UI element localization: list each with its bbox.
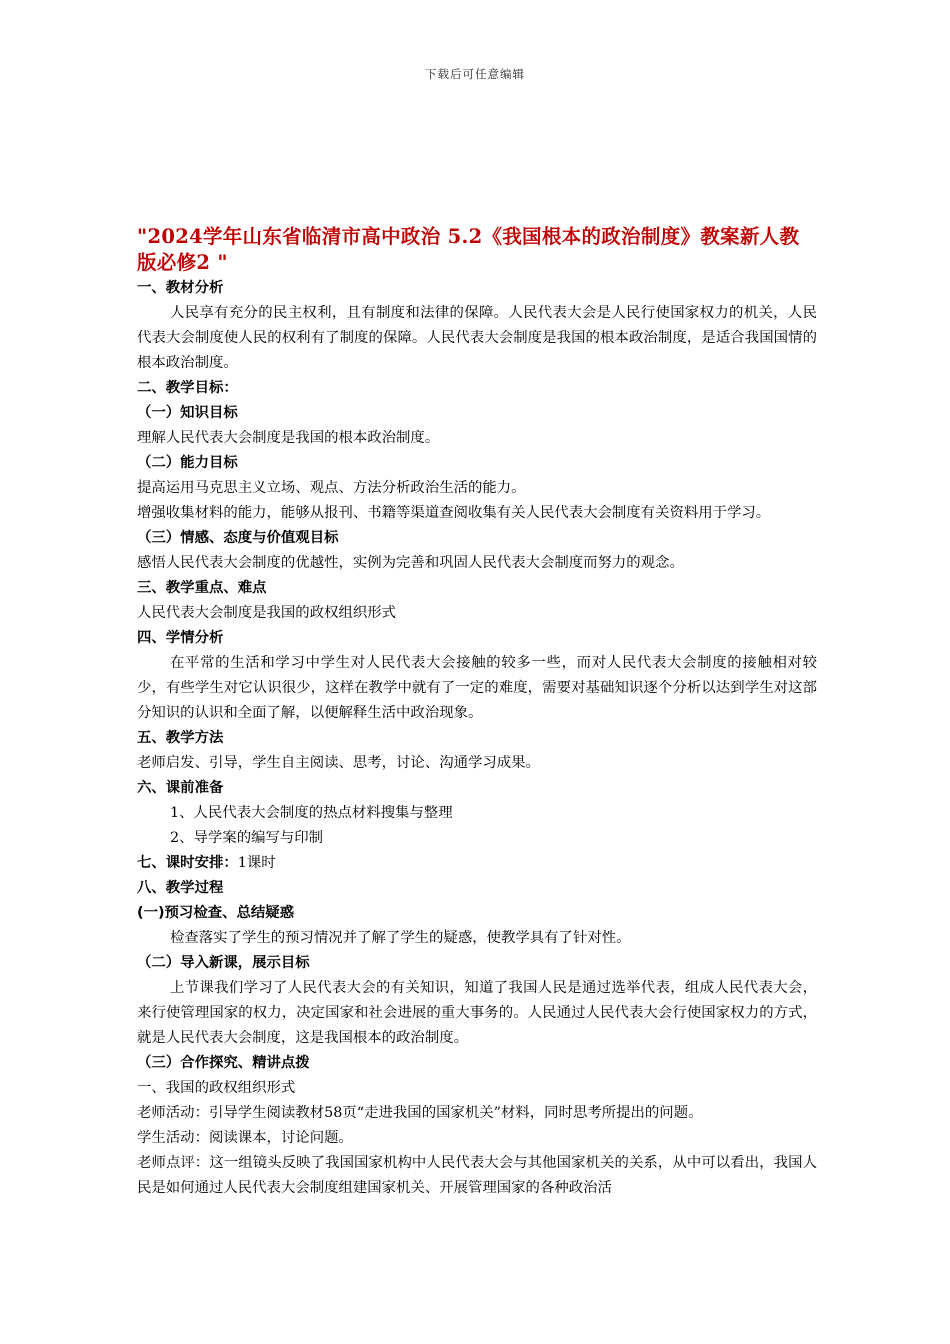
subsection-heading: （二）能力目标	[137, 455, 238, 471]
list-item: 2、导学案的编写与印制	[170, 830, 324, 846]
list-item: 1、人民代表大会制度的热点材料搜集与整理	[170, 805, 453, 821]
paragraph: 提高运用马克思主义立场、观点、方法分析政治生活的能力。	[137, 480, 526, 496]
paragraph: 在平常的生活和学习中学生对人民代表大会接触的较多一些，而对人民代表大会制度的接触相对较少，有些学生对它认识很少，这样在教学中就有了一定的难度，需要对基础知识逐个分析以达到学生对这部分知识的认识和全面了解，以便解释生活中政治现象。	[137, 655, 817, 721]
paragraph: 理解人民代表大会制度是我国的根本政治制度。	[137, 430, 440, 446]
class-hours-line	[137, 851, 817, 876]
section-heading: 七、课时安排：	[137, 855, 238, 871]
paragraph: 一、我国的政权组织形式	[137, 1080, 296, 1096]
paragraph: 增强收集材料的能力，能够从报刊、书籍等渠道查阅收集有关人民代表大会制度有关资料用于学习。	[137, 505, 771, 521]
section-heading: 三、教学重点、难点	[137, 580, 267, 596]
paragraph: 老师点评：这一组镜头反映了我国国家机构中人民代表大会与其他国家机关的关系，从中可以看出，我国人民是如何通过人民代表大会制度组建国家机关、开展管理国家的各种政治活	[137, 1155, 817, 1196]
section-heading: 二、教学目标：	[137, 380, 238, 396]
subsection-heading: （三）合作探究、精讲点拨	[137, 1055, 310, 1071]
class-hours-value: 1课时	[237, 855, 276, 871]
document-body	[137, 224, 817, 1201]
paragraph: 人民代表大会制度是我国的政权组织形式	[137, 605, 397, 621]
subsection-heading: （二）导入新课，展示目标	[137, 955, 310, 971]
subsection-heading: （一）知识目标	[137, 405, 238, 421]
paragraph: 老师启发、引导，学生自主阅读、思考，讨论、沟通学习成果。	[137, 755, 540, 771]
document-title: "2024学年山东省临清市高中政治 5.2《我国根本的政治制度》教案新人教版必修2 "	[137, 225, 800, 274]
subsection-heading: (一)预习检查、总结疑惑	[137, 905, 295, 921]
section-heading: 四、学情分析	[137, 630, 224, 646]
page-header: 下载后可任意编辑	[425, 67, 525, 81]
paragraph: 学生活动：阅读课本，讨论问题。	[137, 1130, 353, 1146]
section-heading: 一、教材分析	[137, 280, 224, 296]
paragraph: 感悟人民代表大会制度的优越性，实例为完善和巩固人民代表大会制度而努力的观念。	[137, 555, 684, 571]
section-heading: 五、教学方法	[137, 730, 224, 746]
section-heading: 六、课前准备	[137, 780, 224, 796]
paragraph: 老师活动：引导学生阅读教材58页“走进我国的国家机关”材料，同时思考所提出的问题。	[137, 1105, 703, 1121]
section-heading: 八、教学过程	[137, 880, 224, 896]
paragraph: 检查落实了学生的预习情况并了解了学生的疑惑，使教学具有了针对性。	[170, 930, 631, 946]
paragraph: 人民享有充分的民主权利，且有制度和法律的保障。人民代表大会是人民行使国家权力的机关，人民代表大会制度使人民的权利有了制度的保障。人民代表大会制度是我国的根本政治制度，是适合我国国情的根本政治制度。	[137, 305, 817, 371]
subsection-heading: （三）情感、态度与价值观目标	[137, 530, 339, 546]
paragraph: 上节课我们学习了人民代表大会的有关知识，知道了我国人民是通过选举代表，组成人民代表大会，来行使管理国家的权力，决定国家和社会进展的重大事务的。人民通过人民代表大会行使国家权力的方式，就是人民代表大会制度，这是我国根本的政治制度。	[137, 980, 817, 1046]
